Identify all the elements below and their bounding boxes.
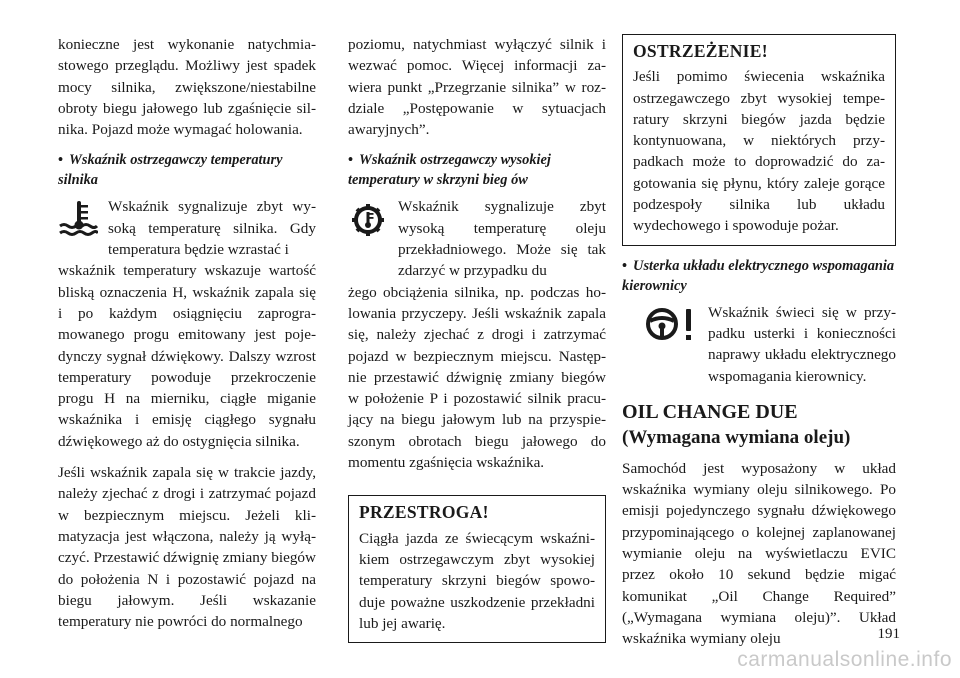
engine-temperature-icon (58, 198, 98, 238)
engine-temperature-indicator (58, 196, 316, 260)
power-steering-indicator (622, 302, 896, 387)
page-number: 191 (877, 626, 900, 642)
column-left (58, 34, 316, 632)
bullet-transmission-temperature-label: Wskaźnik ostrzegawczy wysokiej temperatury w skrzyni bieg ów (348, 152, 551, 189)
warning-text: Jeśli pomimo świecenia wskaźnika ostrzegawczego zbyt wysokiej temperatury skrzyni biegów jazda będzie kontynuowana, w niektórych przypadkach może to doprowadzić do zagotowania się płynu, który zaleje gorące podzespoły silnika lub układu wydechowego i spowoduje pożar. (633, 68, 885, 235)
bullet-dot: • (58, 152, 64, 169)
column-right (622, 34, 896, 650)
transmission-temperature-icon (348, 198, 388, 238)
section-title-oil-change: OIL CHANGE DUE (622, 400, 798, 423)
paragraph-shut-off-engine: poziomu, natychmiast wyłączyć silnik i wezwać pomoc. Więcej informacji zawiera punkt „Przegrzanie silnika” w rozdziale „Postępowanie w sytuacjach awaryjnych”. (348, 36, 606, 139)
caution-title: PRZESTROGA! (359, 502, 489, 523)
watermark: carmanualsonline.info (737, 648, 952, 671)
paragraph-overheat-while-driving: Jeśli wskaźnik zapala się w trakcie jazdy, należy zjechać z drogi i zatrzymać pojazd w bezpiecznym miejscu. Jeżeli klimatyzacja jest włączona, należy ją wyłączyć. Przestawić dźwignię zmiany biegów do położenia N i pozostawić pojazd na biegu jałowym. Jeśli wskazanie temperatury nie powróci do normalnego (58, 464, 316, 631)
caution-box (348, 495, 606, 643)
engine-temperature-text: Wskaźnik sygnalizuje zbyt wysoką temperaturę silnika. Gdy temperatura będzie wzrastać i (108, 198, 316, 259)
bullet-engine-temperature (58, 150, 316, 190)
caution-text: Ciągła jazda ze świecącym wskaźnikiem ostrzegawczym zbyt wysokiej temperatury skrzyni biegów spowoduje poważne uszkodzenie przekładni lub jej awarię. (359, 529, 595, 632)
bullet-transmission-temperature (348, 150, 606, 190)
bullet-engine-temperature-label: Wskaźnik ostrzegawczy temperatury silnika (58, 152, 283, 189)
power-steering-text: Wskaźnik świeci się w przypadku usterki i konieczności naprawy układu elektrycznego wspomagania kierownicy. (708, 303, 896, 385)
bullet-power-steering (622, 256, 896, 296)
warning-title: OSTRZEŻENIE! (633, 41, 768, 61)
section-subtitle-oil-change: (Wymagana wymiana oleju) (622, 426, 851, 448)
transmission-temperature-text: Wskaźnik sygnalizuje zbyt wysoką temperaturę oleju przekładniowego. Może się tak zdarzyć w przypadku du (398, 198, 606, 280)
transmission-temperature-text-continued: żego obciążenia silnika, np. podczas holowania przyczepy. Jeśli wskaźnik zapala się, należy zjechać z drogi i zatrzymać pojazd w bezpiecznym miejscu. Następnie przestawić dźwignię zmiany biegów w położenie P i pozostawić silnik pracujący na biegu jałowym lub na przyspieszonym obrotach biegu jałowego do momentu zgaśnięcia wskaźnika. (348, 283, 606, 472)
engine-temperature-text-continued: wskaźnik temperatury wskazuje wartość bliską oznaczenia H, wskaźnik zapala się i po każdym osiągnięciu zaprogramowanego progu emitowany jest pojedynczy sygnał dźwiękowy. Dalszy wzrost temperatury powoduje przekroczenie progu H na mierniku, ciągłe miganie wskaźnika i emisję ciągłego sygnału dźwiękowego aż do ostygnięcia silnika. (58, 262, 316, 450)
warning-box (622, 34, 896, 246)
bullet-dot: • (622, 257, 628, 274)
bullet-power-steering-label: Usterka układu elektrycznego wspomagania kierownicy (622, 257, 895, 294)
column-middle (348, 34, 606, 643)
transmission-temperature-indicator (348, 196, 606, 281)
paragraph-engine-check: konieczne jest wykonanie natychmiastowego przeglądu. Możliwy jest spadek mocy silnika, zwiększone/niestabilne obroty biegu jałowego lub zgaśnięcie silnika. Pojazd może wymagać holowania. (58, 36, 316, 139)
power-steering-warning-icon (644, 304, 702, 344)
bullet-dot: • (348, 152, 354, 169)
paragraph-oil-change: Samochód jest wyposażony w układ wskaźnika wymiany oleju silnikowego. Po emisji pojedynczego sygnału dźwiękowego przypominającego o kolejnej zaplanowanej wymianie oleju na wyświetlaczu EVIC przez około 10 sekund będzie migać komunikat „Oil Change Required” („Wymagana wymiana oleju)”. Układ wskaźnika wymiany oleju (622, 459, 896, 648)
